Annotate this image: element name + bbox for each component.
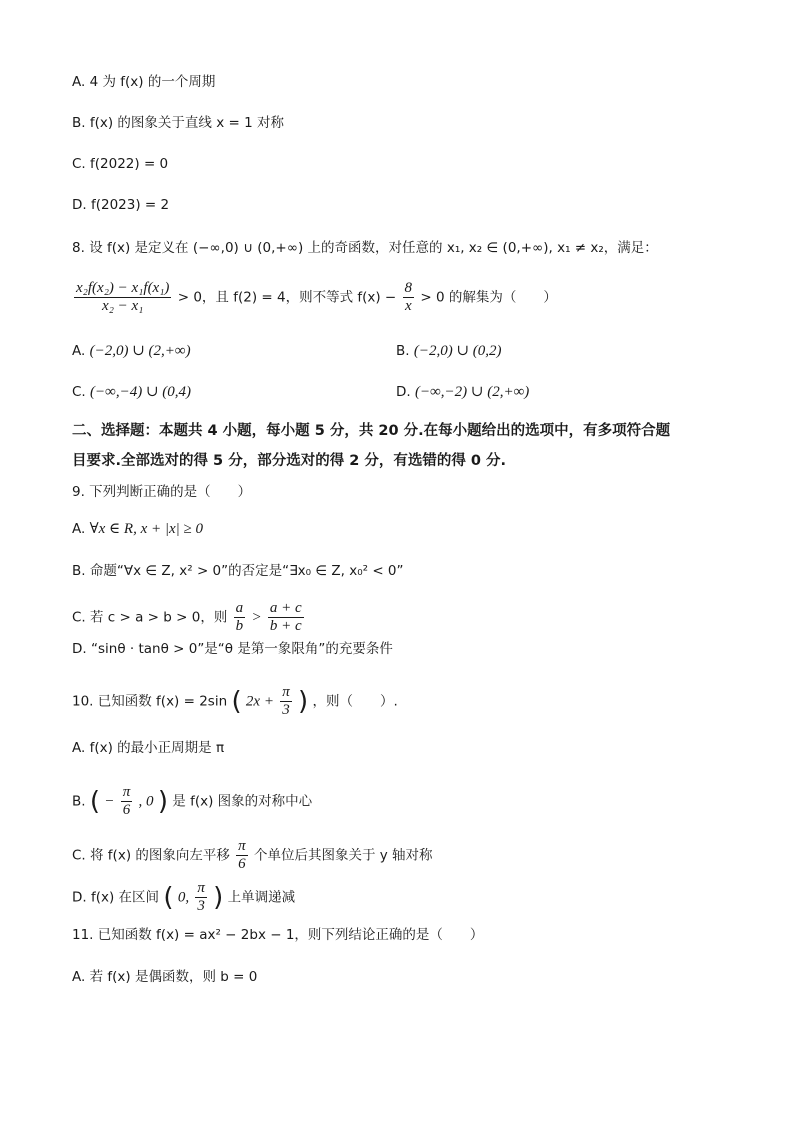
q10-b-left-paren: ( (89, 786, 101, 817)
q11-stem: 11. 已知函数 f(x) = ax² − 2bx − 1，则下列结论正确的是（ ） (72, 927, 484, 943)
q7-option-a-text: 4 为 f(x) 的一个周期 (89, 74, 216, 90)
q8-option-a: (−2,0) ∪ (2,+∞) (89, 343, 191, 359)
q10-option-b: B. ( − $\frac{\pi}{6}$ , 0 ) 是 f(x) 图象的对称中心 (72, 784, 313, 818)
q7-option-b: B. f(x) 的图象关于直线 x = 1 对称 (72, 115, 284, 131)
q10-b-pi-over-6: $\frac{\pi}{6}$ (122, 784, 131, 818)
q9-option-b: B. 命题“∀x ∈ Z, x² > 0”的否定是“∃x₀ ∈ Z, x₀² < 0” (72, 563, 404, 579)
q9-option-d: D. “sinθ · tanθ > 0”是“θ 是第一象限角”的充要条件 (72, 641, 393, 657)
q7-option-d-text: f(2023) = 2 (90, 197, 170, 213)
q8-option-b: (−2,0) ∪ (0,2) (413, 343, 502, 359)
q10-left-paren: ( (231, 686, 242, 717)
q9-frac-ac-bc: $\frac{a + c}{b + c}$ (269, 600, 302, 634)
q10-pi-over-3: $\frac{\pi}{3}$ (282, 684, 290, 718)
q10-d-left-paren: ( (163, 882, 174, 913)
q7-option-a: A. 4 为 f(x) 的一个周期 (72, 74, 216, 90)
q11-option-a: A. 若 f(x) 是偶函数，则 b = 0 (72, 969, 258, 985)
q10-right-paren: ) (298, 686, 309, 717)
q10-d-pi-over-3: $\frac{\pi}{3}$ (197, 880, 205, 914)
q7-option-c-text: f(2022) = 0 (90, 156, 169, 172)
q8-fraction: $\frac{\text{x₂f(x₂) − x₁f(x₁)}}{\text{x₂ − x₁}}$ (76, 280, 170, 314)
q9-stem: 9. 下列判断正确的是（ ） (72, 484, 252, 500)
q8-stem-line2: $\frac{\text{x₂f(x₂) − x₁f(x₁)}}{\text{x₂ − x₁}}$ > 0，且 f(2) = 4，则不等式 f(x) − $\frac{8}{x}$ > 0 的解集为（ ） (76, 280, 557, 314)
q8-option-d-wrap: D. (−∞,−2) ∪ (2,+∞) (396, 384, 530, 400)
q8-option-d: (−∞,−2) ∪ (2,+∞) (414, 384, 530, 400)
q8-option-b-wrap: B. (−2,0) ∪ (0,2) (396, 343, 502, 359)
section2-heading-line2: 目要求.全部选对的得 5 分，部分选对的得 2 分，有选错的得 0 分. (72, 453, 507, 469)
q7-option-c: C. f(2022) = 0 (72, 156, 169, 172)
q10-option-a: A. f(x) 的最小正周期是 π (72, 740, 225, 756)
q10-option-d: D. f(x) 在区间 ( 0, $\frac{\pi}{3}$ ) 上单调递减 (72, 880, 296, 914)
q10-option-c: C. 将 f(x) 的图象向左平移 $\frac{\pi}{6}$ 个单位后其图象关于 y 轴对称 (72, 838, 433, 872)
q9-option-a: A. ∀x ∈ R, x + |x| ≥ 0 (72, 521, 203, 537)
q8-options-row1: A. (−2,0) ∪ (2,+∞) B. (−2,0) ∪ (0,2) (72, 343, 502, 359)
q9-option-c: C. 若 c > a > b > 0，则 $\frac{a}{b}$ > $\frac{a + c}{b + c}$ (72, 600, 302, 634)
q10-stem: 10. 已知函数 f(x) = 2sin ( 2x + $\frac{\pi}{3}$ ) ，则（ ）. (72, 684, 398, 718)
q10-d-right-paren: ) (213, 882, 224, 913)
section2-heading-line1: 二、选择题：本题共 4 小题，每小题 5 分，共 20 分.在每小题给出的选项中，有多项符合题 (72, 423, 671, 439)
q10-c-pi-over-6: $\frac{\pi}{6}$ (238, 838, 246, 872)
q9-frac-a-b: $\frac{a}{b}$ (235, 600, 244, 634)
q7-option-b-text: f(x) 的图象关于直线 x = 1 对称 (89, 115, 284, 131)
q8-fraction-8-over-x: $\frac{8}{x}$ (404, 280, 413, 314)
q8-option-c: (−∞,−4) ∪ (0,4) (90, 384, 192, 400)
q7-option-d: D. f(2023) = 2 (72, 197, 170, 213)
q8-options-row2: C. (−∞,−4) ∪ (0,4) D. (−∞,−2) ∪ (2,+∞) (72, 384, 530, 400)
q10-b-right-paren: ) (157, 786, 168, 817)
q8-stem-line1: 8. 设 f(x) 是定义在 (−∞,0) ∪ (0,+∞) 上的奇函数，对任意的 x₁, x₂ ∈ (0,+∞), x₁ ≠ x₂，满足： (72, 240, 658, 256)
